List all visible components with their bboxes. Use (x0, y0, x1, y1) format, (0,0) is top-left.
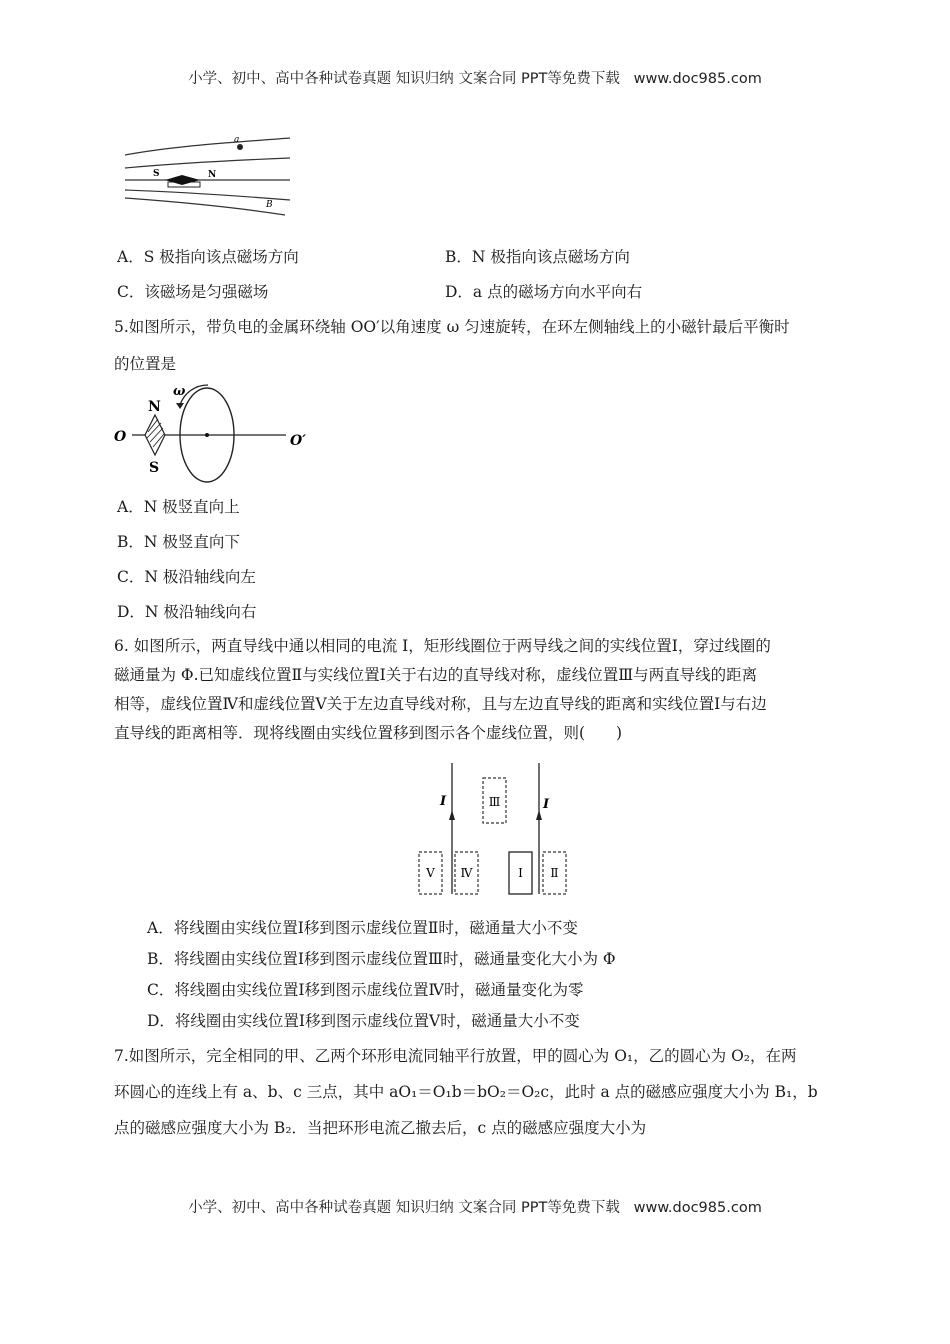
q6-text-line3: 相等，虚线位置Ⅳ和虚线位置Ⅴ关于左边直导线对称，且与左边直导线的距离和实线位置Ⅰ与右边 (114, 695, 767, 713)
q6-text-line1: 6. 如图所示，两直导线中通以相同的电流 I，矩形线圈位于两导线之间的实线位置Ⅰ，穿过线圈的 (114, 637, 771, 655)
label-a: a (234, 135, 240, 145)
q4-option-d: D．a 点的磁场方向水平向右 (445, 283, 643, 301)
ring-center-dot (205, 433, 209, 437)
header-site: www.doc985.com (633, 71, 762, 87)
label-o: O (114, 429, 127, 445)
label-box-3: Ⅲ (488, 795, 501, 809)
label-s: S (153, 169, 160, 179)
right-current-arrow-icon (536, 810, 542, 820)
label-box-5: Ⅴ (426, 866, 435, 880)
q6-option-b: B．将线圈由实线位置Ⅰ移到图示虚线位置Ⅲ时，磁通量变化大小为 Φ (147, 950, 616, 968)
label-box-2: Ⅱ (550, 866, 559, 880)
label-o-prime: O′ (290, 433, 306, 449)
label-compass-s: S (149, 460, 160, 476)
field-line-1 (125, 138, 290, 155)
label-i-left: I (440, 794, 447, 809)
label-box-1: Ⅰ (518, 866, 523, 880)
compass-diamond (145, 415, 165, 455)
field-line-4 (125, 190, 290, 200)
q7-text-line2: 环圆心的连线上有 a、b、c 三点，其中 aO₁＝O₁b＝bO₂＝O₂c，此时 a 点的磁感应强度大小为 B₁，b (114, 1083, 818, 1101)
q5-option-c: C．N 极沿轴线向左 (117, 568, 256, 586)
footer-site: www.doc985.com (633, 1200, 762, 1216)
label-n: N (208, 170, 217, 180)
label-b: B (266, 200, 273, 210)
q6-option-c: C．将线圈由实线位置Ⅰ移到图示虚线位置Ⅳ时，磁通量变化为零 (147, 981, 584, 999)
q5-option-a: A．N 极竖直向上 (117, 498, 240, 516)
q5-text-line1: 5.如图所示，带负电的金属环绕轴 OO′以角速度 ω 匀速旋转，在环左侧轴线上的小磁针最后平衡时 (114, 318, 790, 336)
magnetic-field-figure (120, 130, 295, 220)
left-current-arrow-icon (449, 810, 455, 820)
rotating-ring-figure (110, 375, 320, 485)
q7-text-line1: 7.如图所示，完全相同的甲、乙两个环形电流同轴平行放置，甲的圆心为 O₁，乙的圆心为 O₂，在两 (114, 1047, 797, 1065)
rotation-arrowhead-icon (176, 403, 184, 409)
q6-option-a: A．将线圈由实线位置Ⅰ移到图示虚线位置Ⅱ时，磁通量大小不变 (147, 919, 578, 937)
field-line-5 (125, 198, 285, 215)
q4-option-a: A．S 极指向该点磁场方向 (117, 248, 299, 266)
q6-text-line2: 磁通量为 Φ.已知虚线位置Ⅱ与实线位置Ⅰ关于右边的直导线对称，虚线位置Ⅲ与两直导线的距离 (114, 666, 758, 684)
q4-option-c: C．该磁场是匀强磁场 (117, 283, 269, 301)
q5-option-d: D．N 极沿轴线向右 (117, 603, 257, 621)
q5-option-b: B．N 极竖直向下 (117, 533, 240, 551)
label-i-right: I (543, 797, 550, 812)
header-text: 小学、初中、高中各种试卷真题 知识归纳 文案合同 PPT等免费下载 (188, 71, 620, 87)
q6-text-line4: 直导线的距离相等．现将线圈由实线位置移到图示各个虚线位置，则( ) (114, 724, 623, 742)
page-footer (0, 1196, 950, 1217)
q7-text-line3: 点的磁感应强度大小为 B₂．当把环形电流乙撤去后，c 点的磁感应强度大小为 (114, 1119, 647, 1137)
field-line-2 (125, 158, 290, 168)
q6-option-d: D．将线圈由实线位置Ⅰ移到图示虚线位置Ⅴ时，磁通量大小不变 (147, 1012, 580, 1030)
label-box-4: Ⅳ (460, 866, 473, 880)
label-compass-n: N (148, 399, 161, 415)
q5-text-line2: 的位置是 (114, 355, 177, 373)
q4-option-b: B．N 极指向该点磁场方向 (445, 248, 630, 266)
label-omega: ω (173, 384, 186, 399)
footer-text: 小学、初中、高中各种试卷真题 知识归纳 文案合同 PPT等免费下载 (188, 1200, 620, 1216)
wires-coil-figure (412, 760, 582, 898)
page-header (0, 67, 950, 88)
